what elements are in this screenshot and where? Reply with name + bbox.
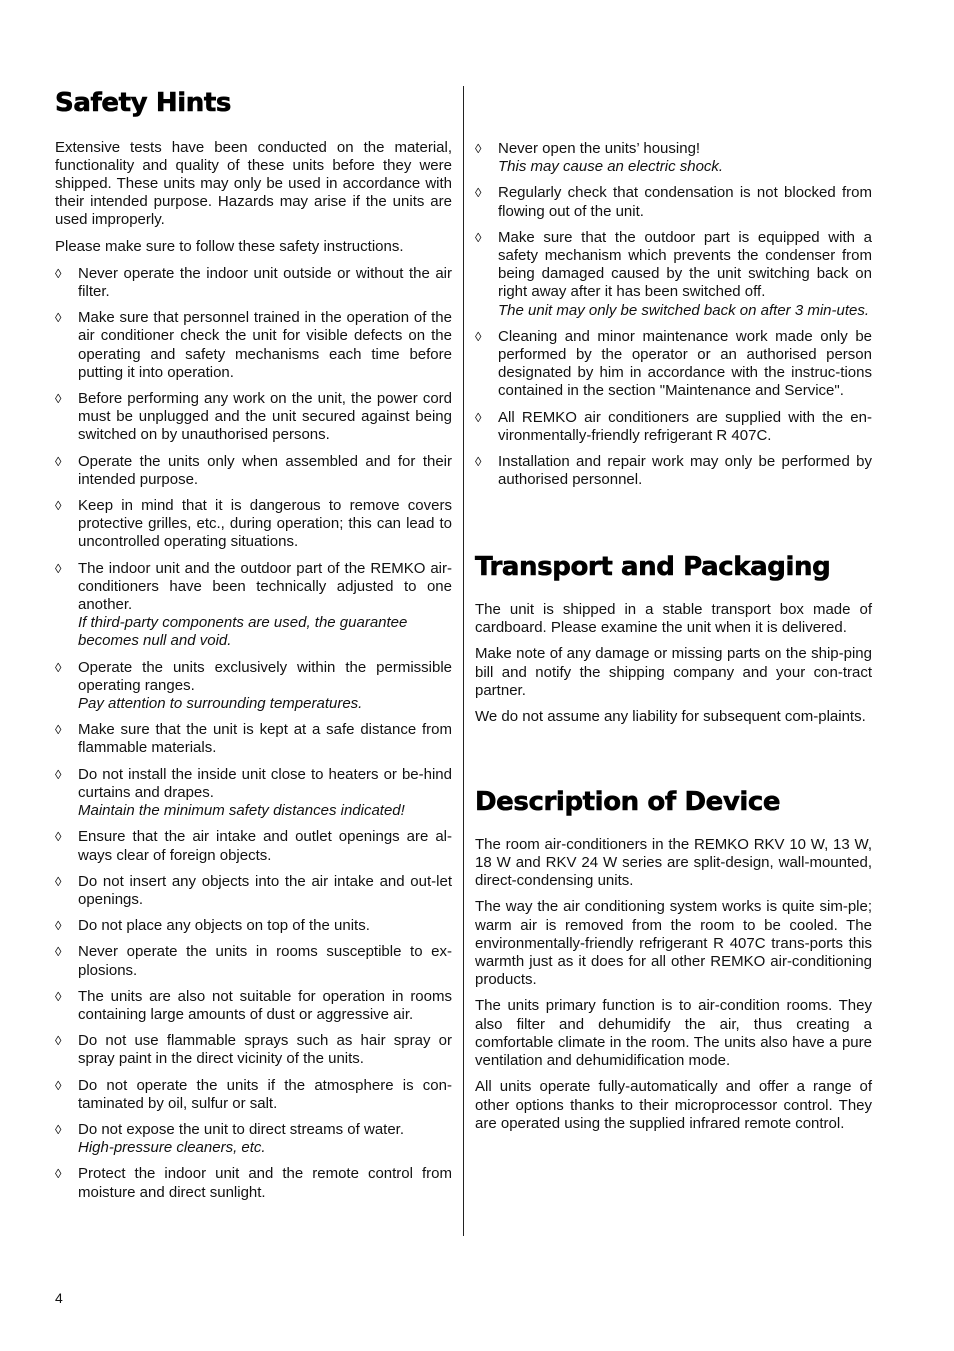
safety-item-text: Keep in mind that it is dangerous to remove covers protective grilles, etc., during operation; this can lead to uncontrolled operating situations. [78, 497, 452, 551]
safety-list-item [55, 917, 452, 935]
safety-list-item [55, 988, 452, 1024]
diamond-bullet-icon: ◊ [55, 944, 62, 960]
safety-instruction-paragraph: Please make sure to follow these safety instructions. [55, 237, 404, 255]
safety-list-item [55, 309, 452, 382]
safety-list-item [55, 1121, 452, 1157]
diamond-bullet-icon: ◊ [55, 766, 62, 782]
transport-packaging-heading: Transport and Packaging [475, 552, 831, 583]
diamond-bullet-icon: ◊ [475, 454, 482, 470]
safety-item-text: Protect the indoor unit and the remote control from moisture and direct sunlight. [78, 1165, 452, 1201]
safety-item-text: Cleaning and minor maintenance work made only be performed by the operator or an authorised person designated by him in accordance with the instruc-tions contained in the section "Maintenance and Service". [498, 327, 872, 400]
diamond-bullet-icon: ◊ [55, 453, 62, 469]
safety-item-text: Do not install the inside unit close to heaters or be-hind curtains and drapes. [78, 765, 452, 801]
description-device-heading: Description of Device [475, 787, 781, 818]
description-paragraph: All units operate fully-automatically and offer a range of other options thanks to their microprocessor control. They are operated using the supplied infrared remote control. [475, 1078, 872, 1132]
safety-item-text: Make sure that the unit is kept at a safe distance from flammable materials. [78, 721, 452, 757]
safety-item-text: Regularly check that condensation is not blocked from flowing out of the unit. [498, 184, 872, 220]
safety-hints-heading: Safety Hints [55, 88, 231, 118]
safety-list-item [475, 453, 872, 489]
description-paragraph: The units primary function is to air-condition rooms. They also filter and dehumidify the air, thus creating a comfortable climate in the room. The units also have a pure ventilation and dehumidification mode. [475, 997, 872, 1070]
transport-paragraph: We do not assume any liability for subsequent com-plaints. [475, 708, 866, 726]
safety-item-text: Make sure that personnel trained in the operation of the air conditioner check the unit for visible defects on the operating and safety mechanisms each time before putting it into operation. [78, 309, 452, 381]
safety-item-text: Never operate the indoor unit outside or without the air filter. [78, 264, 452, 301]
diamond-bullet-icon: ◊ [475, 141, 482, 156]
safety-item-text: Operate the units only when assembled and for their intended purpose. [78, 452, 452, 488]
safety-item-text: All REMKO air conditioners are supplied with the en-vironmentally-friendly refrigerant R 407C. [498, 408, 872, 444]
safety-item-text: Installation and repair work may only be performed by authorised personnel. [498, 453, 872, 489]
safety-item-text: Operate the units exclusively within the permissible operating ranges. [78, 658, 452, 694]
safety-item-text: The indoor unit and the outdoor part of the REMKO air-conditioners have been technically adjusted to one another. [78, 559, 452, 614]
safety-list-item [475, 409, 872, 445]
safety-item-text: Do not use flammable sprays such as hair spray or spray paint in the direct vicinity of the units. [78, 1032, 452, 1068]
safety-list-item [55, 766, 452, 821]
description-paragraph: The room air-conditioners in the REMKO RKV 10 W, 13 W, 18 W and RKV 24 W series are split-design, wall-mounted, direct-condensing units. [475, 835, 872, 890]
transport-paragraph: The unit is shipped in a stable transport box made of cardboard. Please examine the unit when it is delivered. [475, 601, 872, 637]
safety-list-item [55, 265, 452, 301]
safety-list-item [475, 140, 872, 176]
safety-item-text: Do not place any objects on top of the units. [78, 917, 370, 935]
safety-list-item [55, 497, 452, 552]
safety-list-item [55, 1077, 452, 1113]
diamond-bullet-icon: ◊ [475, 185, 482, 201]
diamond-bullet-icon: ◊ [55, 659, 62, 675]
safety-item-text: Make sure that the outdoor part is equipped with a safety mechanism which prevents the condenser from being damaged caused by the unit switching back on right away after it has been switched off. [498, 228, 872, 301]
page-number: 4 [55, 1290, 63, 1306]
safety-list-left [55, 265, 452, 1202]
diamond-bullet-icon: ◊ [55, 1121, 62, 1137]
safety-item-text: Do not insert any objects into the air intake and out-let openings. [78, 872, 452, 908]
left-column [55, 86, 452, 1210]
safety-list-item [475, 229, 872, 320]
safety-list-right [475, 140, 872, 489]
diamond-bullet-icon: ◊ [55, 560, 62, 576]
safety-item-text: Never operate the units in rooms susceptible to ex-plosions. [78, 943, 452, 979]
diamond-bullet-icon: ◊ [55, 1166, 62, 1182]
diamond-bullet-icon: ◊ [55, 1033, 62, 1049]
safety-item-note: High-pressure cleaners, etc. [78, 1139, 266, 1157]
diamond-bullet-icon: ◊ [55, 391, 62, 407]
diamond-bullet-icon: ◊ [55, 829, 62, 845]
safety-list-item [55, 659, 452, 714]
safety-item-note: The unit may only be switched back on after 3 min-utes. [498, 301, 870, 319]
diamond-bullet-icon: ◊ [55, 988, 62, 1004]
safety-intro-paragraph: Extensive tests have been conducted on the material, functionality and quality of these units before they were shipped. These units may only be used in accordance with their intended purpose. Hazards may arise if the units are used improperly. [55, 138, 452, 229]
right-column [475, 86, 872, 1141]
safety-list-item [55, 943, 452, 979]
safety-list-item [55, 1032, 452, 1068]
description-paragraph: The way the air conditioning system works is quite sim-ple; warm air is removed from the room to be cooled. The environmentally-friendly refrigerant R 407C trans-ports this warmth just as it does for all other REMKO air-conditioning products. [475, 898, 872, 989]
safety-list-item [55, 721, 452, 757]
safety-list-item [55, 1165, 452, 1201]
safety-item-text: Never open the units’ housing! [498, 140, 701, 157]
diamond-bullet-icon: ◊ [55, 722, 62, 738]
safety-list-item [55, 873, 452, 909]
safety-item-text: Do not operate the units if the atmosphere is con-taminated by oil, sulfur or salt. [78, 1076, 452, 1112]
diamond-bullet-icon: ◊ [55, 310, 62, 326]
diamond-bullet-icon: ◊ [55, 498, 62, 514]
diamond-bullet-icon: ◊ [55, 265, 62, 281]
safety-item-text: The units are also not suitable for operation in rooms containing large amounts of dust or aggressive air. [78, 987, 452, 1023]
safety-item-note: This may cause an electric shock. [498, 158, 724, 176]
safety-item-text: Do not expose the unit to direct streams of water. [78, 1120, 405, 1138]
safety-item-text: Before performing any work on the unit, the power cord must be unplugged and the unit secured against being switched on by unauthorised persons. [78, 390, 452, 444]
safety-list-item [475, 184, 872, 220]
safety-item-text: Ensure that the air intake and outlet openings are al-ways clear of foreign objects. [78, 828, 452, 864]
safety-list-item [55, 390, 452, 445]
diamond-bullet-icon: ◊ [475, 229, 482, 245]
diamond-bullet-icon: ◊ [475, 409, 482, 425]
diamond-bullet-icon: ◊ [55, 873, 62, 889]
safety-list-item [475, 328, 872, 401]
diamond-bullet-icon: ◊ [475, 328, 482, 344]
safety-item-note: If third-party components are used, the guarantee becomes null and void. [78, 614, 408, 650]
column-divider [463, 86, 464, 1236]
safety-item-note: Maintain the minimum safety distances indicated! [78, 802, 405, 820]
safety-item-note: Pay attention to surrounding temperatures. [78, 695, 363, 713]
safety-list-item [55, 560, 452, 651]
diamond-bullet-icon: ◊ [55, 918, 62, 934]
safety-list-item [55, 453, 452, 489]
transport-paragraph: Make note of any damage or missing parts on the ship-ping bill and notify the shipping company and your con-tract partner. [475, 645, 872, 699]
diamond-bullet-icon: ◊ [55, 1077, 62, 1093]
safety-list-item [55, 828, 452, 864]
